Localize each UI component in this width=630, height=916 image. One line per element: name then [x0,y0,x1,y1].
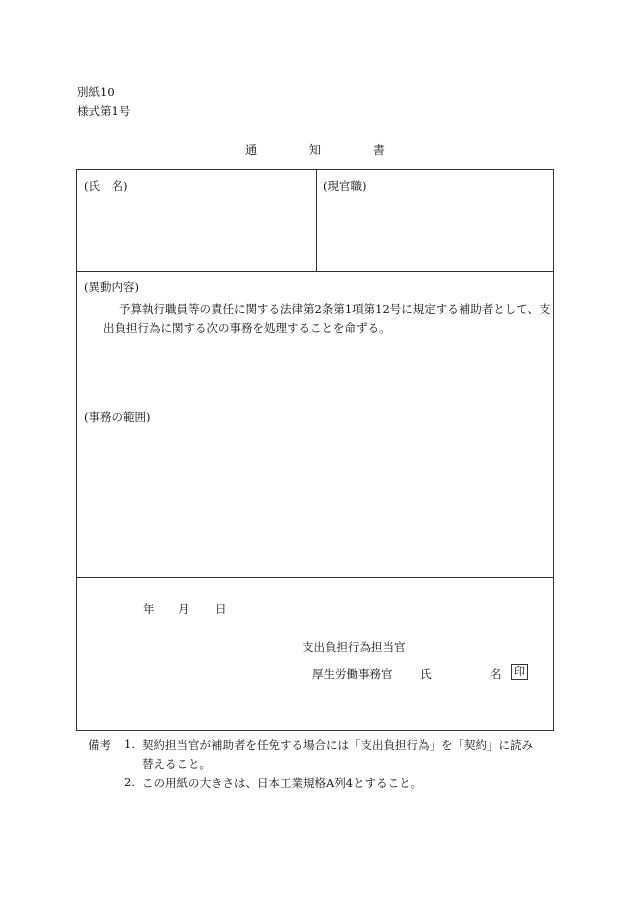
position-field-label: (現官職) [323,179,367,193]
scope-field-label: (事務の範囲) [84,410,151,424]
column-divider [316,170,317,271]
appendix-label: 別紙10 [77,85,115,99]
date-year: 年 [143,602,155,616]
note-1-number: 1. [124,737,135,751]
transfer-field-label: (異動内容) [84,280,139,294]
transfer-text: 予算執行職員等の責任に関する法律第2条第1項第12号に規定する補助者として、支出負担行為に関する次の事務を処理することを命ずる。 [103,302,551,335]
note-2-number: 2. [124,775,135,789]
note-1-text-continued: 替えること。 [142,757,211,771]
notes-label: 備考 [88,738,111,752]
date-day: 日 [215,602,227,616]
row-divider-2 [77,577,553,578]
surname-label: 氏 [420,667,432,681]
document-title [0,141,630,158]
title-char-1: 通 [245,143,258,157]
officer-role: 支出負担行為担当官 [302,640,406,654]
officer-title: 厚生労働事務官 [312,667,393,681]
seal-stamp [511,664,528,680]
title-char-3: 書 [372,143,385,157]
note-2-text: この用紙の大きさは、日本工業規格A列4とすること。 [142,776,423,790]
seal-text: 印 [511,664,528,680]
date-month: 月 [178,602,190,616]
row-divider-1 [77,271,553,272]
title-char-2: 知 [308,143,321,157]
note-1-text: 契約担当官が補助者を任免する場合には「支出負担行為」を「契約」に読み [142,738,533,752]
name-field-label: (氏 名) [84,179,128,193]
form-table [76,169,554,731]
form-number: 様式第1号 [77,104,131,118]
given-name-label: 名 [490,667,502,681]
